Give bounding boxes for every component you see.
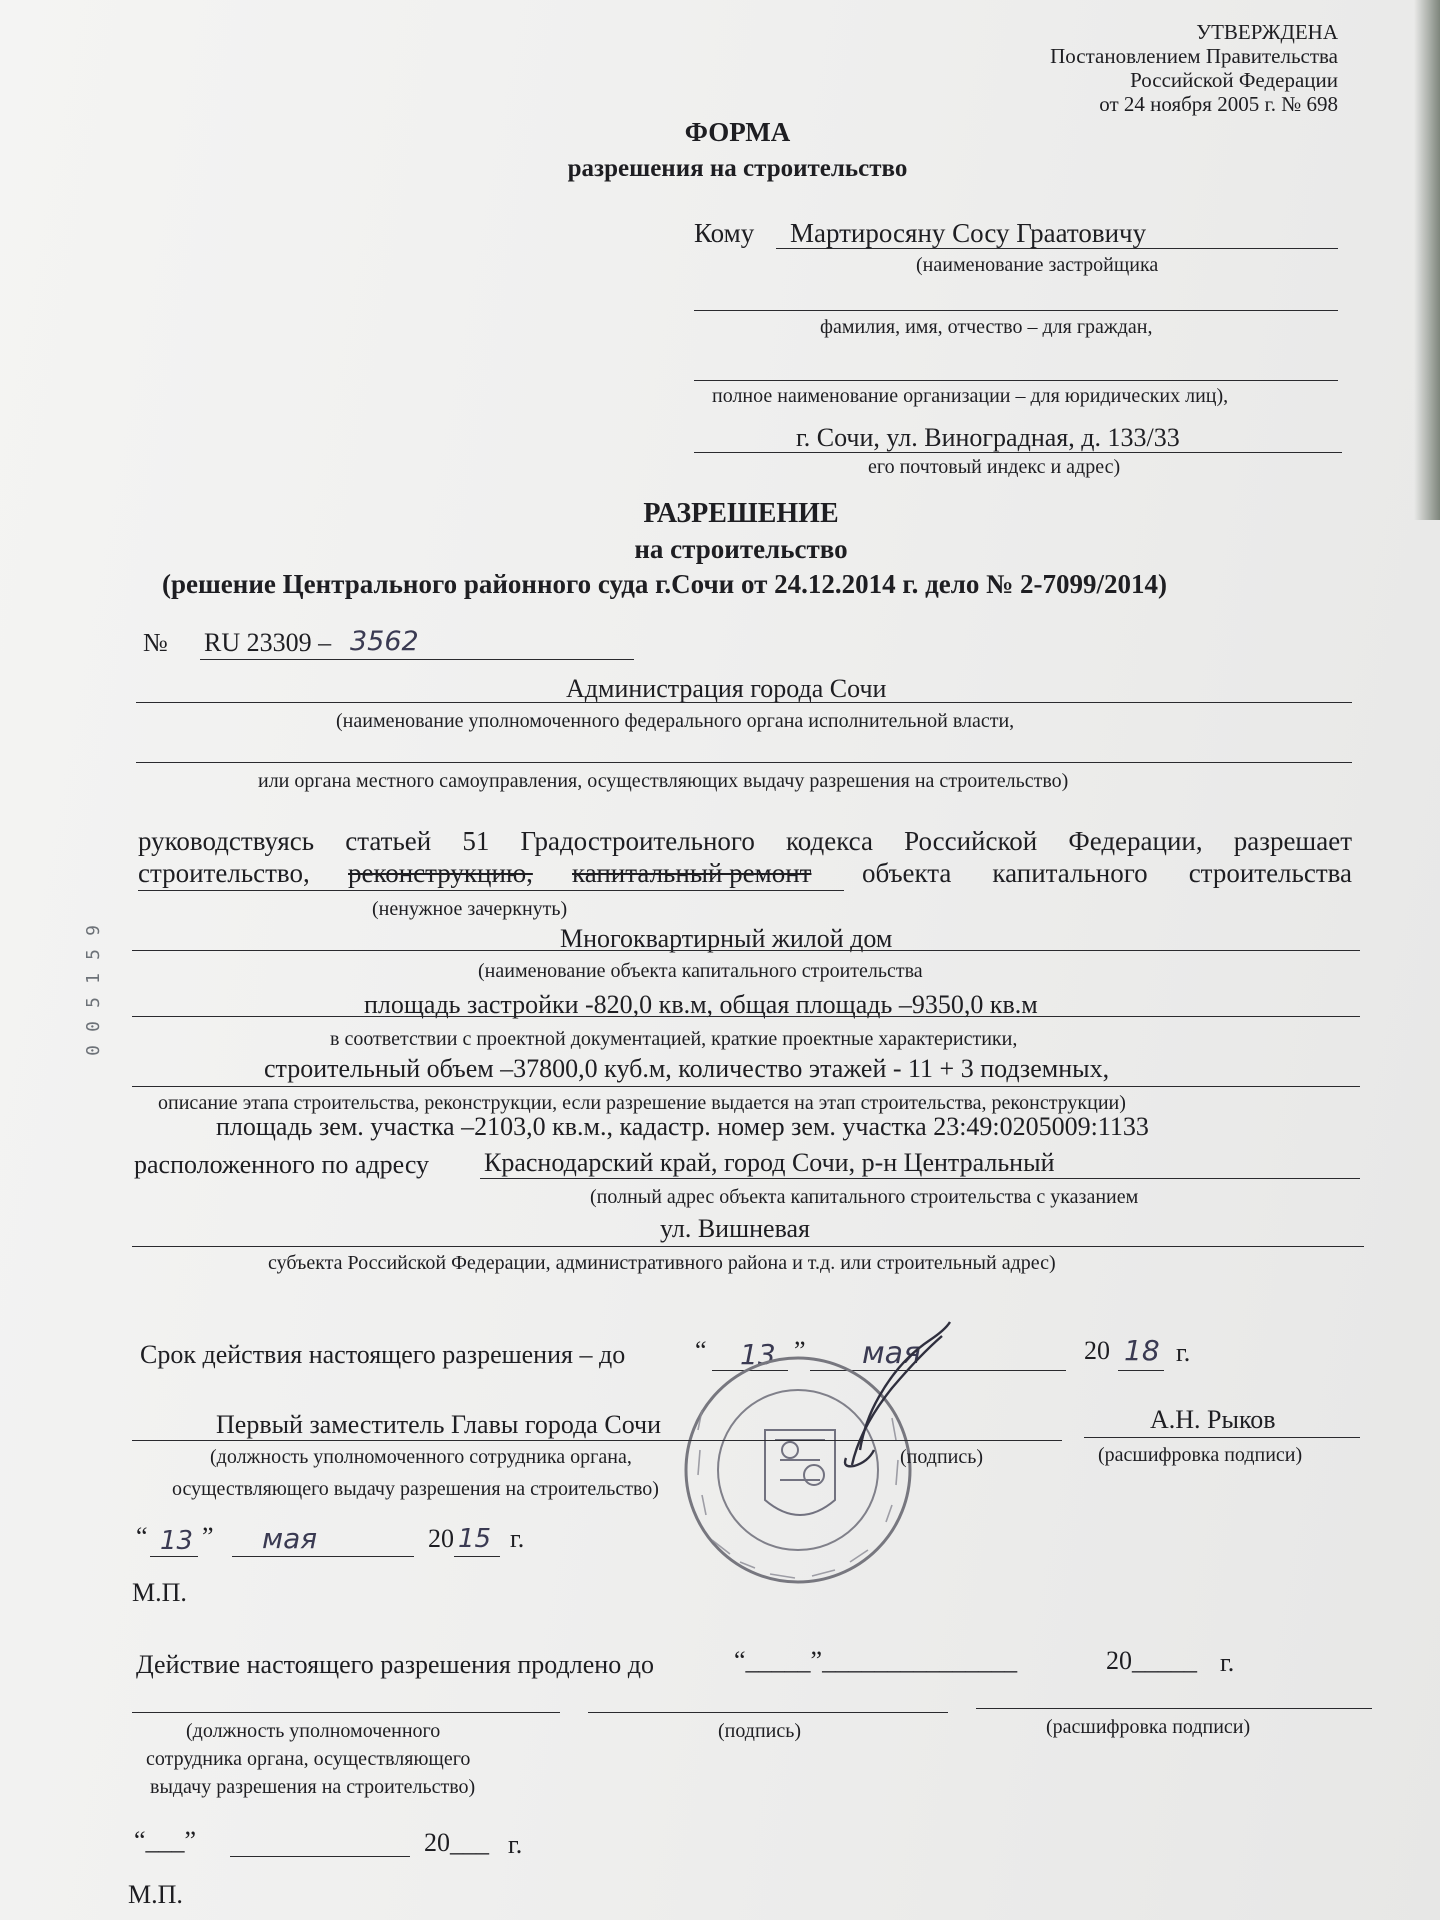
object-caption-3: описание этапа строительства, реконструкции, если разрешение выдается на этап строительства, реконструкции) <box>158 1092 1126 1114</box>
official-stamp <box>630 1300 1050 1630</box>
object-address-value: Краснодарский край, город Сочи, р-н Центральный <box>484 1148 1055 1177</box>
object-volume: строительный объем –37800,0 куб.м, количество этажей - 11 + 3 подземных, <box>264 1054 1110 1083</box>
recipient-caption-4: его почтовый индекс и адрес) <box>868 456 1121 478</box>
issue-year-prefix: 20 <box>428 1524 454 1553</box>
extension-caption-pos-3: выдачу разрешения на строительство) <box>150 1776 476 1798</box>
object-street: ул. Вишневая <box>660 1214 810 1243</box>
authority-name-line <box>136 702 1352 703</box>
object-address-line <box>480 1178 1360 1179</box>
validity-quote-open: “ <box>695 1336 707 1365</box>
extension-year-blank: 20_____ <box>1106 1646 1197 1675</box>
issue-month-line <box>232 1556 414 1557</box>
issue-day-line <box>150 1556 198 1557</box>
recipient-caption-3: полное наименование организации – для юридических лиц), <box>712 385 1229 407</box>
issue-seal-mark: М.П. <box>132 1578 187 1607</box>
permit-number-handwritten: 3562 <box>350 626 419 657</box>
form-subtitle: разрешения на строительство <box>567 155 908 182</box>
option-capital-repair: капитальный ремонт <box>572 858 812 888</box>
extension-date-year: 20___ <box>424 1828 489 1857</box>
issue-quote-close: ” <box>202 1522 214 1551</box>
serial-digit: 5 <box>82 997 104 1008</box>
authority-caption-2: или органа местного самоуправления, осуществляющих выдачу разрешения на строительство) <box>258 770 1069 792</box>
serial-digit: 0 <box>82 1045 104 1056</box>
validity-day: 13 <box>740 1338 776 1371</box>
issue-year: 15 <box>458 1524 492 1554</box>
recipient-caption-2: фамилия, имя, отчество – для граждан, <box>820 316 1153 338</box>
approval-line-3: Российской Федерации <box>1130 68 1338 92</box>
serial-number <box>78 920 118 1070</box>
extension-seal-mark: М.П. <box>128 1880 183 1909</box>
extension-decode-line <box>976 1708 1372 1709</box>
body-line-2-tail: объекта капитального строительства <box>862 858 1352 888</box>
signatory-caption-pos-1: (должность уполномоченного сотрудника органа, <box>210 1446 632 1468</box>
validity-year-line <box>1118 1370 1164 1371</box>
object-area: площадь застройки -820,0 кв.м, общая площадь –9350,0 кв.м <box>364 990 1038 1019</box>
approval-line-2: Постановлением Правительства <box>1050 44 1338 68</box>
permit-subtitle: на строительство <box>634 534 848 564</box>
permit-number-label: № <box>143 628 168 657</box>
authority-blank-line <box>136 762 1352 763</box>
recipient-name: Мартиросяну Сосу Граатовичу <box>790 218 1147 248</box>
object-volume-line <box>132 1086 1360 1087</box>
strike-note: (ненужное зачеркнуть) <box>372 898 568 920</box>
extension-sign-line <box>588 1712 948 1713</box>
extension-label: Действие настоящего разрешения продлено до <box>136 1650 654 1679</box>
approval-line-1: УТВЕРЖДЕНА <box>1196 20 1338 44</box>
extension-date-quotes: “___” <box>134 1826 197 1855</box>
object-street-line <box>132 1246 1364 1247</box>
validity-label: Срок действия настоящего разрешения – до <box>140 1340 626 1369</box>
issue-day: 13 <box>160 1526 194 1556</box>
extension-caption-sign: (подпись) <box>718 1720 802 1742</box>
extension-date-suffix: г. <box>508 1830 523 1859</box>
serial-digit: 0 <box>82 1021 104 1032</box>
extension-date-blank: “_____”_______________ <box>734 1646 1018 1675</box>
recipient-blank-line-2 <box>694 380 1338 381</box>
validity-year-prefix: 20 <box>1084 1336 1110 1365</box>
signatory-name: А.Н. Рыков <box>1150 1405 1276 1434</box>
validity-quote-close: ” <box>794 1336 806 1365</box>
object-area-line <box>132 1016 1360 1017</box>
recipient-address-line <box>694 452 1342 453</box>
extension-month-line <box>230 1856 410 1857</box>
permit-number-printed: RU 23309 – <box>204 628 332 657</box>
serial-digit: 1 <box>82 973 104 984</box>
object-caption-5: субъекта Российской Федерации, административного района и т.д. или строительный адрес) <box>268 1252 1056 1274</box>
recipient-blank-line-1 <box>694 310 1338 311</box>
validity-year-suffix: г. <box>1176 1338 1191 1367</box>
extension-caption-pos-1: (должность уполномоченного <box>186 1720 441 1742</box>
options-underline <box>138 890 844 891</box>
authority-name: Администрация города Сочи <box>566 674 887 703</box>
issue-year-line <box>454 1556 500 1557</box>
serial-digit: 9 <box>82 925 104 936</box>
extension-position-line <box>132 1712 560 1713</box>
object-land: площадь зем. участка –2103,0 кв.м., кадастр. номер зем. участка 23:49:0205009:1133 <box>216 1112 1149 1141</box>
issue-month: мая <box>262 1522 318 1555</box>
recipient-address: г. Сочи, ул. Виноградная, д. 133/33 <box>796 423 1180 452</box>
approval-line-4: от 24 ноября 2005 г. № 698 <box>1099 92 1338 116</box>
form-title: ФОРМА <box>684 117 791 147</box>
signatory-name-line <box>1084 1437 1360 1438</box>
object-caption-4: (полный адрес объекта капитального строительства с указанием <box>590 1186 1139 1208</box>
extension-year-suffix: г. <box>1220 1648 1235 1677</box>
recipient-label: Кому <box>694 218 755 248</box>
object-caption-2: в соответствии с проектной документацией, краткие проектные характеристики, <box>330 1028 1018 1050</box>
option-reconstruction: реконструкцию, <box>348 858 533 888</box>
body-line-1: руководствуясь статьей 51 Градостроительного кодекса Российской Федерации, разрешает <box>138 826 1352 856</box>
permit-number-line <box>200 659 634 660</box>
issue-quote-open: “ <box>136 1522 148 1551</box>
object-name-line <box>132 950 1360 951</box>
validity-year: 18 <box>1124 1334 1160 1367</box>
recipient-name-line <box>776 248 1338 249</box>
court-decision: (решение Центрального районного суда г.Сочи от 24.12.2014 г. дело № 2-7099/2014) <box>162 569 1168 599</box>
object-name: Многоквартирный жилой дом <box>560 924 893 953</box>
extension-caption-pos-2: сотрудника органа, осуществляющего <box>146 1748 471 1770</box>
signatory-position: Первый заместитель Главы города Сочи <box>216 1410 662 1439</box>
extension-caption-decode: (расшифровка подписи) <box>1046 1716 1251 1738</box>
signatory-caption-pos-2: осуществляющего выдачу разрешения на строительство) <box>172 1478 659 1500</box>
issue-year-suffix: г. <box>510 1524 525 1553</box>
object-caption-1: (наименование объекта капитального строительства <box>478 960 923 982</box>
signatory-caption-sign: (подпись) <box>900 1446 984 1468</box>
page-edge-shadow <box>1414 0 1440 520</box>
option-construction: строительство, <box>138 858 310 888</box>
serial-digit: 5 <box>82 949 104 960</box>
permit-title: РАЗРЕШЕНИЕ <box>643 498 839 529</box>
authority-caption-1: (наименование уполномоченного федерального органа исполнительной власти, <box>336 710 1015 732</box>
object-address-label: расположенного по адресу <box>134 1150 430 1179</box>
signatory-position-line <box>132 1440 1062 1441</box>
recipient-caption-1: (наименование застройщика <box>916 254 1159 276</box>
signatory-caption-decode: (расшифровка подписи) <box>1098 1444 1303 1466</box>
validity-month: мая <box>862 1336 922 1371</box>
